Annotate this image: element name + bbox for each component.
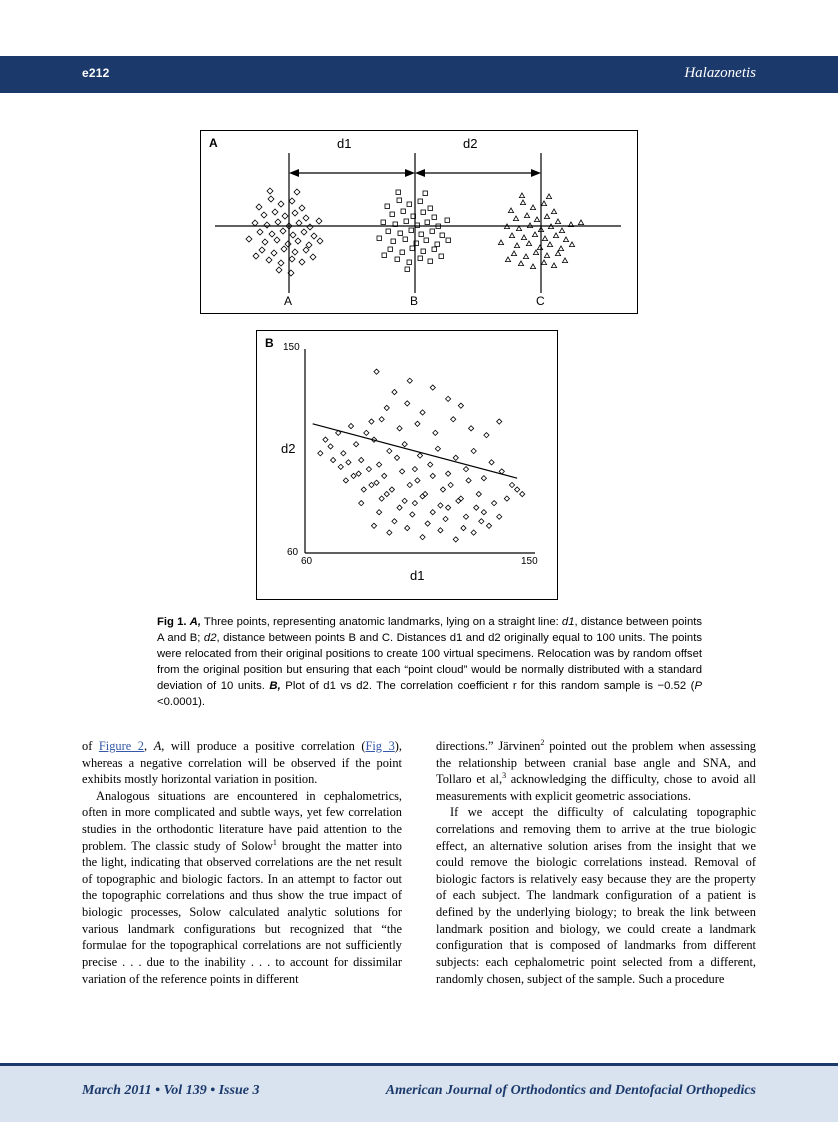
scatter-point xyxy=(446,471,451,476)
scatter-point xyxy=(366,467,371,472)
scatter-point xyxy=(359,457,364,462)
scatter-point xyxy=(328,444,333,449)
scatter-point xyxy=(377,462,382,467)
scatter-point xyxy=(428,462,433,467)
scatter-point xyxy=(469,426,474,431)
caption-p-italic: P xyxy=(694,680,702,693)
scatter-point xyxy=(446,505,451,510)
scatter-point xyxy=(433,430,438,435)
scatter-point xyxy=(359,501,364,506)
scatter-point xyxy=(497,514,502,519)
reference-superscript: 2 xyxy=(540,737,545,747)
scatter-point xyxy=(405,525,410,530)
scatter-point xyxy=(397,426,402,431)
scatter-point xyxy=(504,496,509,501)
scatter-point xyxy=(346,460,351,465)
scatter-point xyxy=(331,457,336,462)
figure-1a-panel-letter: A xyxy=(209,136,218,150)
scatter-point xyxy=(407,482,412,487)
header-author-name: Halazonetis xyxy=(684,65,756,81)
scatter-point xyxy=(430,473,435,478)
scatter-point xyxy=(466,478,471,483)
body-text: If we accept the difficulty of calculating topographic correlations and removing them to arrive at the true biologic effect, an alternative solution arises from the insight that we could remove the biologic correlations instead. Removal of biologic factors is relatively easy because they are the property of each subject. The landmark configuration of a patient is defined by the underlying biology; to break the link between landmark position and biology, we could create a landmark configuration that is composed of landmarks from different subjects: each cephalometric point selected from a different, randomly chosen, subject of the sample. Such a procedure xyxy=(436,805,756,986)
body-text: , will produce a positive correlation ( xyxy=(161,739,366,753)
body-text: acknowledging the difficulty, chose to avoid all measurements with explicit geometric associations. xyxy=(436,772,756,803)
scatter-point xyxy=(453,455,458,460)
scatter-point xyxy=(435,446,440,451)
scatter-point xyxy=(389,487,394,492)
scatter-point xyxy=(382,473,387,478)
figure-1b-y-axis-title: d2 xyxy=(281,441,296,456)
scatter-point xyxy=(341,451,346,456)
figure-1b-x-max-tick: 150 xyxy=(521,556,538,567)
scatter-point xyxy=(451,417,456,422)
scatter-point xyxy=(520,491,525,496)
figure-1a-point-b-label: B xyxy=(410,294,419,308)
scatter-point xyxy=(440,487,445,492)
scatter-point xyxy=(356,471,361,476)
caption-part-a-label: A, xyxy=(189,616,201,628)
scatter-point xyxy=(402,498,407,503)
figure-1b-panel xyxy=(256,330,558,600)
footer-journal-name: American Journal of Orthodontics and Dentofacial Orthopedics xyxy=(385,1083,756,1098)
body-text: Analogous situations are encountered in cephalometrics, often in more complicated and subtle ways, yet few correlation studies in the orthodontic literature have paid attention to the problem. The classic study of Solow xyxy=(82,788,402,853)
scatter-point xyxy=(387,448,392,453)
cross-reference-link[interactable]: Figure 2 xyxy=(98,739,145,753)
body-text: , xyxy=(144,739,154,753)
scatter-point xyxy=(361,487,366,492)
scatter-point xyxy=(471,448,476,453)
scatter-point xyxy=(425,521,430,526)
scatter-point xyxy=(420,535,425,540)
scatter-point xyxy=(369,482,374,487)
caption-part-b-label: B, xyxy=(269,680,281,693)
scatter-point xyxy=(323,437,328,442)
scatter-point xyxy=(479,519,484,524)
figure-1a-panel xyxy=(200,130,638,314)
scatter-point xyxy=(412,467,417,472)
scatter-point xyxy=(374,369,379,374)
body-column-left xyxy=(82,738,402,987)
reference-superscript: 1 xyxy=(272,837,277,847)
scatter-point xyxy=(343,478,348,483)
page-header xyxy=(0,56,838,93)
scatter-point xyxy=(338,464,343,469)
figure-1a-plot xyxy=(201,131,635,311)
scatter-point xyxy=(438,528,443,533)
scatter-point xyxy=(318,451,323,456)
scatter-point xyxy=(348,423,353,428)
figure-1b-y-min-tick: 60 xyxy=(287,547,299,558)
scatter-point xyxy=(443,516,448,521)
figure-1b-y-max-tick: 150 xyxy=(283,342,300,353)
scatter-point xyxy=(392,519,397,524)
scatter-point xyxy=(448,482,453,487)
scatter-point xyxy=(474,505,479,510)
figure-1a-point-c-label: C xyxy=(536,294,545,308)
scatter-point xyxy=(384,491,389,496)
scatter-point xyxy=(463,514,468,519)
scatter-point xyxy=(430,510,435,515)
scatter-point xyxy=(492,501,497,506)
scatter-point xyxy=(387,530,392,535)
scatter-point xyxy=(430,385,435,390)
scatter-point xyxy=(471,530,476,535)
cross-reference-link[interactable]: Fig 3 xyxy=(365,739,395,753)
scatter-point xyxy=(481,510,486,515)
scatter-point xyxy=(481,476,486,481)
scatter-point xyxy=(354,442,359,447)
body-text: directions.” Järvinen xyxy=(436,739,541,753)
scatter-point xyxy=(402,442,407,447)
scatter-point xyxy=(415,421,420,426)
scatter-point xyxy=(405,401,410,406)
footer-issue-info: March 2011 • Vol 139 • Issue 3 xyxy=(82,1083,260,1098)
scatter-point xyxy=(394,455,399,460)
figure-1a-point-a-label: A xyxy=(284,294,293,308)
scatter-point xyxy=(515,487,520,492)
scatter-point xyxy=(458,403,463,408)
scatter-point xyxy=(379,417,384,422)
scatter-point xyxy=(417,453,422,458)
scatter-point xyxy=(377,510,382,515)
caption-figure-number: Fig 1. xyxy=(157,616,187,628)
body-paragraph xyxy=(82,788,402,987)
caption-text-a2: , distance between points A and B; xyxy=(157,616,703,645)
body-text: brought the matter into the light, indicating that observed correlations are the net result of topographic and biologic factors. In an attempt to factor out the topographic correlations and thus show the true impact of biologic processes, Solow calculated analytic solutions for various landmark configurations but recognized that “the formulae for the topographical correlations are not sufficiently precise . . . due to the inability . . . to account for dissimilar variation of the reference points in different xyxy=(82,838,402,986)
figure-1b-panel-letter: B xyxy=(265,336,274,350)
scatter-point xyxy=(415,478,420,483)
figure-1b-x-axis-title: d1 xyxy=(410,568,425,583)
body-text: of xyxy=(82,739,99,753)
body-paragraph xyxy=(436,804,756,987)
figure-1a-d2-label: d2 xyxy=(463,136,478,151)
caption-text-a: Three points, representing anatomic landmarks, lying on a straight line: xyxy=(200,616,562,628)
caption-text-a3: , distance between points B and C. Distances d1 and d2 originally equal to 100 units. The points were relocated from their original positions to create 100 virtual specimens. Relocation was by random offset from the original position but ensuring that each “point cloud” would be normally distributed with a standard deviation of 10 units. xyxy=(157,632,702,693)
scatter-point xyxy=(397,505,402,510)
caption-text-b: Plot of d1 vs d2. The correlation coefficient r for this random sample is −0.52 ( xyxy=(280,680,695,693)
body-text: pointed out the problem when assessing the relationship between cranial base angle and SNA, and Tollaro et al, xyxy=(436,739,756,787)
body-paragraph xyxy=(82,738,402,788)
header-page-number: e212 xyxy=(82,66,110,80)
body-text: ), whereas a negative correlation will be observed if the point exhibits mostly horizontal variation in position. xyxy=(82,739,402,787)
scatter-point xyxy=(486,523,491,528)
scatter-point xyxy=(509,482,514,487)
scatter-point xyxy=(364,430,369,435)
scatter-point xyxy=(400,469,405,474)
caption-text-b2: <0.0001). xyxy=(157,696,206,709)
scatter-point xyxy=(384,405,389,410)
scatter-point xyxy=(379,496,384,501)
scatter-point xyxy=(407,378,412,383)
figure-1a-d1-label: d1 xyxy=(337,136,352,151)
scatter-point xyxy=(461,525,466,530)
page-footer xyxy=(0,1066,838,1122)
scatter-point xyxy=(410,512,415,517)
scatter-point xyxy=(438,503,443,508)
scatter-point xyxy=(446,396,451,401)
scatter-point xyxy=(484,433,489,438)
scatter-point xyxy=(497,419,502,424)
caption-d2-italic: d2 xyxy=(203,632,217,645)
body-italic-text: A xyxy=(153,739,162,753)
scatter-point xyxy=(420,410,425,415)
scatter-point xyxy=(453,537,458,542)
scatter-point xyxy=(371,523,376,528)
caption-d1-italic: d1 xyxy=(561,616,575,628)
scatter-point xyxy=(489,460,494,465)
figure-1b-x-min-tick: 60 xyxy=(301,556,313,567)
scatter-point xyxy=(476,491,481,496)
scatter-point xyxy=(369,419,374,424)
scatter-point xyxy=(351,473,356,478)
reference-superscript: 3 xyxy=(502,771,507,781)
body-column-right xyxy=(436,738,756,987)
body-paragraph xyxy=(436,738,756,804)
figure-1-caption xyxy=(157,614,702,710)
scatter-point xyxy=(463,467,468,472)
scatter-point xyxy=(392,389,397,394)
scatter-point xyxy=(374,480,379,485)
scatter-point xyxy=(412,501,417,506)
